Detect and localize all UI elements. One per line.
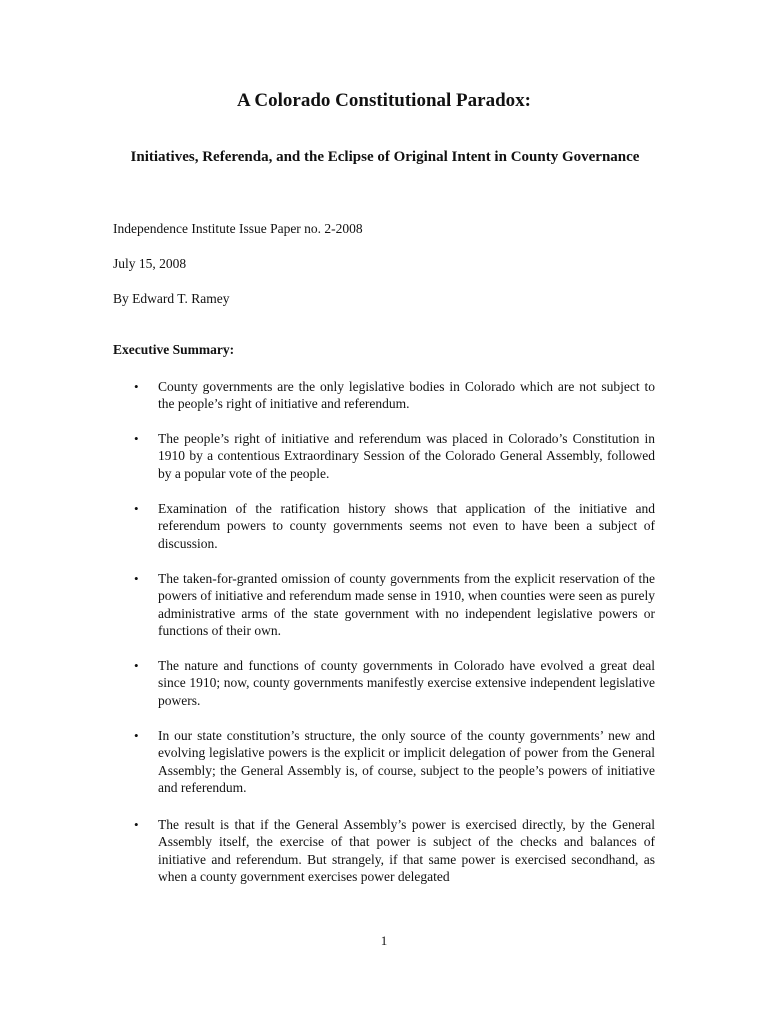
document-subtitle: Initiatives, Referenda, and the Eclipse of Original Intent in County Governance (130, 149, 640, 165)
bullet-icon: • (134, 571, 139, 586)
bullet-icon: • (134, 728, 139, 743)
list-item-text: The taken-for-granted omission of county governments from the explicit reservation of the powers of initiative and referendum made sense in 1910, when counties were seen as purely administrative arms of the state government with no independent legislative powers or functions of their own. (158, 571, 655, 639)
list-item-text: County governments are the only legislative bodies in Colorado which are not subject to the people’s right of initiative and referendum. (158, 379, 655, 412)
list-item-text: Examination of the ratification history shows that application of the initiative and referendum powers to county governments seems not even to have been a subject of discussion. (158, 501, 655, 551)
list-item-text: The nature and functions of county governments in Colorado have evolved a great deal since 1910; now, county governments manifestly exercise extensive independent legislative powers. (158, 658, 655, 708)
list-item-text: The people’s right of initiative and referendum was placed in Colorado’s Constitution in 1910 by a contentious Extraordinary Session of the Colorado General Assembly, followed by a popular vote of the people. (158, 431, 655, 481)
publication-date: July 15, 2008 (113, 256, 187, 271)
page-number: 1 (380, 933, 388, 948)
document-title: A Colorado Constitutional Paradox: (237, 90, 531, 111)
bullet-icon: • (134, 658, 139, 673)
bullet-icon: • (134, 817, 139, 832)
bullet-icon: • (134, 379, 139, 394)
bullet-icon: • (134, 501, 139, 516)
list-item-text: The result is that if the General Assembly’s power is exercised directly, by the General Assembly itself, the exercise of that power is subject of the checks and balances of initiative and referendum. But strangely, if that same power is exercised secondhand, as when a county government exercises power delegated (158, 817, 655, 885)
list-item-text: In our state constitution’s structure, the only source of the county governments’ new and evolving legislative powers is the explicit or implicit delegation of power from the General Assembly; the General Assembly is, of course, subject to the people’s powers of initiative and referendum. (158, 728, 655, 796)
author-byline: By Edward T. Ramey (113, 291, 230, 306)
bullet-icon: • (134, 431, 139, 446)
issue-paper-label: Independence Institute Issue Paper no. 2-2008 (113, 221, 363, 236)
executive-summary-heading: Executive Summary: (113, 342, 235, 357)
